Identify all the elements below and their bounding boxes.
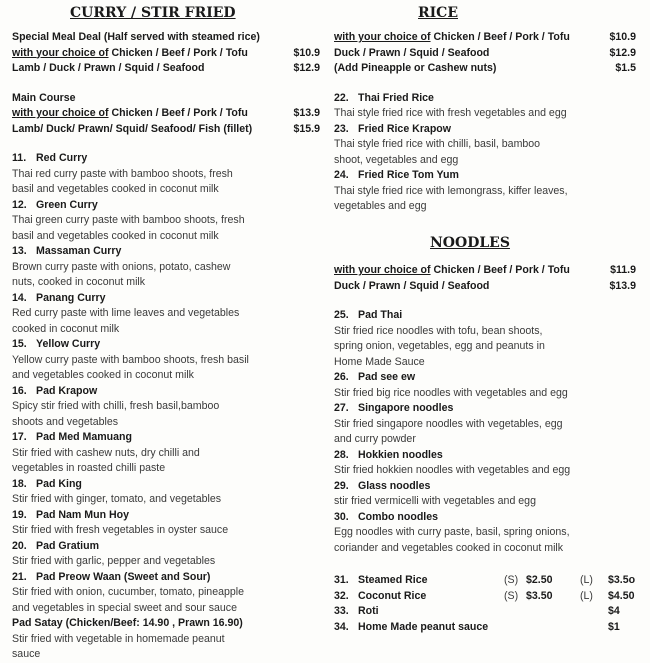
- menu-item-heading: [334, 308, 636, 324]
- item-number: 23.: [334, 122, 349, 135]
- item-description: basil and vegetables cooked in coconut milk: [12, 183, 219, 195]
- meat-options: Chicken / Beef / Pork / Tofu: [430, 31, 570, 43]
- rice-column: [334, 30, 636, 215]
- item-number: 11.: [12, 152, 27, 164]
- menu-item-heading: [12, 508, 320, 524]
- meat-options: Lamb/ Duck/ Prawn/ Squid/ Seafood/ Fish (fillet): [12, 122, 253, 135]
- meat-options: Chicken / Beef / Pork / Tofu: [108, 107, 248, 119]
- small-price: $2.50: [526, 574, 553, 586]
- main-course-heading: Main Course: [12, 91, 76, 104]
- item-number: 28.: [334, 448, 349, 461]
- item-name: Pad Med Mamuang: [36, 431, 132, 443]
- curry-section-title: CURRY / STIR FRIED: [70, 5, 236, 21]
- item-description: Egg noodles with curry paste, basil, spring onions,: [334, 526, 570, 538]
- choice-prefix: with your choice of: [12, 46, 109, 59]
- menu-item-heading: [334, 122, 636, 138]
- item-description: Thai green curry paste with bamboo shoots, fresh: [12, 214, 245, 226]
- price: $10.9: [609, 31, 636, 43]
- item-name: Pad Satay (Chicken/Beef: 14.90 , Prawn 16.90): [12, 617, 243, 629]
- item-description: Stir fried hokkien noodles with vegetables and egg: [334, 464, 571, 476]
- rice-line-1: [334, 30, 636, 46]
- item-name: Hokkien noodles: [358, 448, 443, 461]
- meat-options: Duck / Prawn / Squid / Seafood: [334, 46, 490, 59]
- item-description: Stir fried singapore noodles with vegetables, egg: [334, 417, 563, 430]
- item-description: Stir fried with cashew nuts, dry chilli and: [12, 446, 200, 459]
- item-description: Thai red curry paste with bamboo shoots, fresh: [12, 167, 233, 180]
- large-label: (L): [580, 589, 593, 602]
- item-description: Stir fried with garlic, pepper and vegetables: [12, 555, 216, 567]
- item-number: 26.: [334, 371, 349, 383]
- add-on: (Add Pineapple or Cashew nuts): [334, 62, 497, 74]
- deal-heading: Special Meal Deal (Half served with steamed rice): [12, 31, 260, 43]
- item-number: 12.: [12, 198, 27, 211]
- item-description: shoots and vegetables: [12, 415, 119, 428]
- price: $10.9: [293, 46, 320, 59]
- price: $12.9: [293, 62, 320, 74]
- item-description: Home Made Sauce: [334, 355, 425, 368]
- item-number: 33.: [334, 605, 349, 617]
- deal-line-1: [12, 46, 320, 62]
- item-description: and vegetables cooked in coconut milk: [12, 369, 194, 381]
- item-number: 21.: [12, 570, 27, 583]
- small-label: (S): [504, 589, 519, 602]
- menu-item-heading: [12, 291, 320, 307]
- item-number: 29.: [334, 479, 349, 492]
- item-number: 19.: [12, 508, 27, 521]
- large-price: $1: [608, 620, 620, 633]
- item-name: Pad Nam Mun Hoy: [36, 508, 130, 521]
- item-description: Yellow curry paste with bamboo shoots, fresh basil: [12, 353, 249, 366]
- item-description: spring onion, vegetables, egg and peanuts in: [334, 340, 545, 352]
- side-item: [334, 589, 636, 605]
- menu-item-heading: [12, 616, 320, 632]
- price: $12.9: [609, 46, 636, 59]
- rice-section-title: RICE: [418, 5, 458, 21]
- item-number: 27.: [334, 402, 349, 414]
- curry-column: [12, 30, 320, 663]
- item-description: vegetables in roasted chilli paste: [12, 462, 166, 474]
- item-description: shoot, vegetables and egg: [334, 153, 459, 166]
- menu-item-heading: [12, 384, 320, 400]
- item-name: Fried Rice Tom Yum: [358, 169, 459, 181]
- item-description: Stir fried rice noodles with tofu, bean shoots,: [334, 324, 543, 337]
- item-description: Red curry paste with lime leaves and vegetables: [12, 307, 240, 319]
- item-name: Roti: [358, 605, 379, 617]
- item-description: Stir fried with vegetable in homemade peanut: [12, 632, 225, 645]
- item-name: Green Curry: [36, 198, 98, 211]
- item-description: sauce: [12, 648, 41, 660]
- side-item: [334, 620, 636, 636]
- item-number: 16.: [12, 384, 27, 397]
- noodles-line-1: [334, 263, 636, 279]
- noodles-column: [334, 263, 636, 556]
- item-number: 20.: [12, 539, 27, 552]
- menu-item-heading: [334, 401, 636, 417]
- item-description: and vegetables in special sweet and sour sauce: [12, 601, 237, 614]
- main-line-2: [12, 122, 320, 138]
- menu-item-heading: [334, 448, 636, 464]
- main-line-1: [12, 106, 320, 122]
- item-name: Pad Thai: [358, 309, 403, 321]
- item-name: Pad Preow Waan (Sweet and Sour): [36, 570, 211, 583]
- menu-item-heading: [12, 337, 320, 353]
- item-number: 17.: [12, 431, 27, 443]
- item-name: Home Made peanut sauce: [358, 620, 489, 633]
- item-description: cooked in coconut milk: [12, 322, 120, 335]
- menu-item-heading: [334, 370, 636, 386]
- menu-item-heading: [12, 244, 320, 260]
- item-number: 15.: [12, 338, 27, 350]
- item-name: Steamed Rice: [358, 574, 428, 586]
- item-number: 13.: [12, 245, 27, 257]
- menu-item-heading: [12, 570, 320, 586]
- price: $1.5: [615, 62, 636, 74]
- price: $13.9: [293, 107, 320, 119]
- item-name: Singapore noodles: [358, 402, 454, 414]
- large-label: (L): [580, 574, 593, 586]
- large-price: $3.5o: [608, 574, 636, 586]
- side-item: [334, 573, 636, 589]
- small-label: (S): [504, 574, 519, 586]
- rice-line-2: [334, 46, 636, 62]
- menu-item-heading: [12, 477, 320, 493]
- menu-item-heading: [334, 168, 636, 184]
- sides-list: [334, 573, 636, 635]
- menu-item-heading: [12, 430, 320, 446]
- item-name: Massaman Curry: [36, 245, 122, 257]
- noodles-line-2: [334, 279, 636, 295]
- item-name: Pad King: [36, 477, 82, 490]
- menu-item-heading: [334, 91, 636, 107]
- curry-items: [12, 151, 320, 663]
- item-description: Stir fried big rice noodles with vegetables and egg: [334, 386, 568, 399]
- item-description: Brown curry paste with onions, potato, cashew: [12, 260, 231, 273]
- item-number: 14.: [12, 291, 27, 304]
- item-number: 31.: [334, 574, 349, 586]
- item-name: Pad Krapow: [36, 384, 98, 397]
- large-price: $4.50: [608, 589, 635, 602]
- item-number: 25.: [334, 309, 349, 321]
- item-description: nuts, cooked in coconut milk: [12, 276, 146, 288]
- meat-options: Duck / Prawn / Squid / Seafood: [334, 279, 490, 292]
- rice-line-3: [334, 61, 636, 77]
- item-number: 32.: [334, 589, 349, 602]
- item-name: Glass noodles: [358, 479, 431, 492]
- item-description: Thai style fried rice with fresh vegetables and egg: [334, 107, 567, 119]
- choice-prefix: with your choice of: [334, 31, 431, 43]
- item-name: Pad see ew: [358, 371, 416, 383]
- item-name: Pad Gratium: [36, 539, 99, 552]
- item-number: 30.: [334, 510, 349, 523]
- item-number: 22.: [334, 91, 349, 104]
- meat-options: Chicken / Beef / Pork / Tofu: [430, 264, 570, 276]
- item-description: Thai style fried rice with chilli, basil, bamboo: [334, 138, 541, 150]
- price: $15.9: [293, 122, 320, 135]
- choice-prefix: with your choice of: [12, 107, 109, 119]
- meat-options: Lamb / Duck / Prawn / Squid / Seafood: [12, 62, 205, 74]
- rice-items: [334, 91, 636, 215]
- noodle-items: [334, 308, 636, 556]
- item-name: Fried Rice Krapow: [358, 122, 452, 135]
- item-description: Stir fried with onion, cucumber, tomato, pineapple: [12, 586, 245, 598]
- menu-item-heading: [12, 151, 320, 167]
- menu-item-heading: [334, 510, 636, 526]
- price: $11.9: [610, 264, 636, 276]
- side-item: [334, 604, 636, 620]
- item-description: Stir fried with fresh vegetables in oyster sauce: [12, 524, 229, 536]
- item-description: Spicy stir fried with chilli, fresh basil,bamboo: [12, 400, 220, 412]
- menu-item-heading: [334, 479, 636, 495]
- item-description: stir fried vermicelli with vegetables and egg: [334, 495, 536, 507]
- item-number: 34.: [334, 620, 349, 633]
- small-price: $3.50: [526, 589, 553, 602]
- noodles-section-title: NOODLES: [430, 235, 510, 251]
- item-name: Combo noodles: [358, 510, 439, 523]
- item-description: Thai style fried rice with lemongrass, kiffer leaves,: [334, 184, 568, 197]
- item-description: and curry powder: [334, 433, 416, 445]
- item-name: Thai Fried Rice: [358, 91, 434, 104]
- item-description: basil and vegetables cooked in coconut milk: [12, 229, 219, 242]
- menu-item-heading: [12, 198, 320, 214]
- price: $13.9: [609, 279, 636, 292]
- item-description: Stir fried with ginger, tomato, and vegetables: [12, 493, 222, 505]
- item-name: Coconut Rice: [358, 589, 427, 602]
- menu-item-heading: [12, 539, 320, 555]
- meat-options: Chicken / Beef / Pork / Tofu: [108, 46, 248, 59]
- deal-line-2: [12, 61, 320, 77]
- item-name: Red Curry: [36, 152, 88, 164]
- large-price: $4: [608, 605, 620, 617]
- item-name: Yellow Curry: [36, 338, 101, 350]
- item-name: Panang Curry: [36, 291, 106, 304]
- item-number: 18.: [12, 477, 27, 490]
- item-description: coriander and vegetables cooked in coconut milk: [334, 541, 564, 554]
- item-number: 24.: [334, 169, 349, 181]
- choice-prefix: with your choice of: [334, 264, 431, 276]
- item-description: vegetables and egg: [334, 200, 427, 212]
